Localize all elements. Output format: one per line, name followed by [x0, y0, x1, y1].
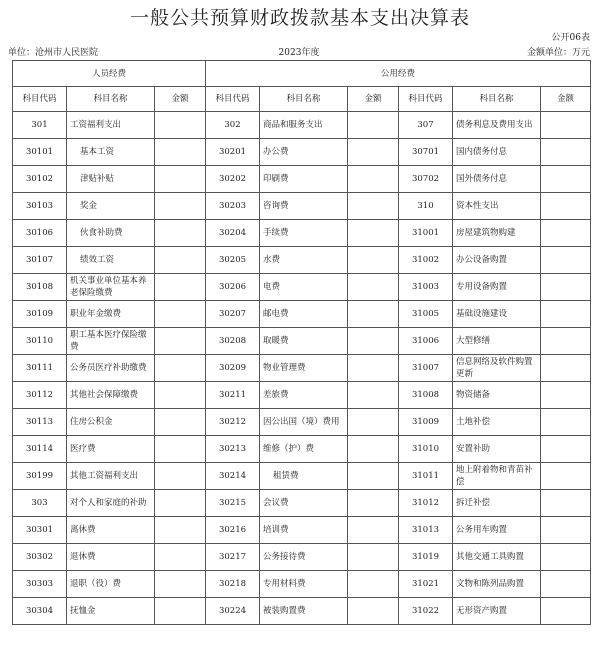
amount-cell: [541, 247, 591, 274]
subject-code-cell: 31011: [399, 463, 453, 490]
subject-name-cell: 债务利息及费用支出: [453, 112, 541, 139]
subject-code-cell: 30701: [399, 139, 453, 166]
subject-code-cell: 30101: [13, 139, 67, 166]
subject-name-cell: 文物和陈列品购置: [453, 571, 541, 598]
subject-code-cell: 30199: [13, 463, 67, 490]
subject-code-cell: 31009: [399, 409, 453, 436]
amount-cell: [155, 328, 206, 355]
money-unit-label: 金额单位：万元: [526, 48, 590, 58]
subject-code-cell: 30204: [206, 220, 260, 247]
subject-code-cell: 30218: [206, 571, 260, 598]
subject-name-cell: 其他工资福利支出: [67, 463, 155, 490]
amount-cell: [155, 355, 206, 382]
subject-name-text: 津贴补贴: [80, 174, 115, 184]
subject-code-cell: 30203: [206, 193, 260, 220]
table-row: [13, 436, 591, 463]
amount-cell: [348, 544, 399, 571]
amount-cell: [155, 490, 206, 517]
subject-name-cell: 办公设备购置: [453, 247, 541, 274]
col-header-name: 科目名称: [67, 87, 155, 112]
amount-cell: [541, 112, 591, 139]
subject-code-cell: 30211: [206, 382, 260, 409]
amount-cell: [541, 571, 591, 598]
amount-cell: [541, 436, 591, 463]
subject-name-cell: 房屋建筑物购建: [453, 220, 541, 247]
table-row: [13, 544, 591, 571]
subject-code-cell: 31002: [399, 247, 453, 274]
subject-code-cell: 307: [399, 112, 453, 139]
subject-code-cell: 30112: [13, 382, 67, 409]
col-header-amount: 金额: [541, 87, 591, 112]
amount-cell: [155, 220, 206, 247]
subject-name-cell: 会议费: [260, 490, 348, 517]
amount-cell: [541, 193, 591, 220]
amount-cell: [348, 355, 399, 382]
subject-name-cell: [67, 193, 155, 220]
subject-name-cell: 商品和服务支出: [260, 112, 348, 139]
amount-cell: [541, 355, 591, 382]
table-row: [13, 220, 591, 247]
table-row: [13, 409, 591, 436]
amount-cell: [541, 544, 591, 571]
subject-code-cell: 30111: [13, 355, 67, 382]
subject-code-cell: 31008: [399, 382, 453, 409]
subject-name-cell: 土地补偿: [453, 409, 541, 436]
amount-cell: [541, 463, 591, 490]
table-row: [13, 166, 591, 193]
subject-name-cell: 对个人和家庭的补助: [67, 490, 155, 517]
subject-code-cell: 30208: [206, 328, 260, 355]
subject-name-cell: 因公出国（境）费用: [260, 409, 348, 436]
subject-name-cell: 住房公积金: [67, 409, 155, 436]
amount-cell: [348, 598, 399, 625]
subject-name-cell: 办公费: [260, 139, 348, 166]
subject-code-cell: 31019: [399, 544, 453, 571]
amount-cell: [155, 571, 206, 598]
amount-cell: [541, 409, 591, 436]
subject-name-cell: 退职（役）费: [67, 571, 155, 598]
amount-cell: [348, 328, 399, 355]
subject-code-cell: 31010: [399, 436, 453, 463]
subject-name-cell: 物业管理费: [260, 355, 348, 382]
subject-name-cell: 医疗费: [67, 436, 155, 463]
amount-cell: [348, 247, 399, 274]
subject-name-cell: 公务接待费: [260, 544, 348, 571]
amount-cell: [348, 571, 399, 598]
subject-name-cell: 基础设施建设: [453, 301, 541, 328]
col-header-name: 科目名称: [260, 87, 348, 112]
table-row: [13, 463, 591, 490]
subject-name-cell: 大型修缮: [453, 328, 541, 355]
amount-cell: [155, 166, 206, 193]
subject-name-cell: 差旅费: [260, 382, 348, 409]
page-title: 一般公共预算财政拨款基本支出决算表: [129, 7, 470, 29]
subject-code-cell: 31007: [399, 355, 453, 382]
subject-name-cell: 邮电费: [260, 301, 348, 328]
subject-name-cell: [67, 247, 155, 274]
col-header-code: 科目代码: [13, 87, 67, 112]
subject-name-cell: 公务用车购置: [453, 517, 541, 544]
table-row: [13, 598, 591, 625]
amount-cell: [541, 166, 591, 193]
table-row: [13, 355, 591, 382]
subject-code-cell: 30205: [206, 247, 260, 274]
subject-name-cell: [260, 463, 348, 490]
amount-cell: [155, 193, 206, 220]
amount-cell: [155, 247, 206, 274]
table-row: [13, 328, 591, 355]
table-row: [13, 301, 591, 328]
subject-code-cell: 30109: [13, 301, 67, 328]
form-number: 公开06表: [551, 33, 590, 43]
subject-code-cell: 303: [13, 490, 67, 517]
subject-name-text: 基本工资: [80, 147, 115, 157]
subject-code-cell: 30702: [399, 166, 453, 193]
amount-cell: [348, 409, 399, 436]
subject-code-cell: 30301: [13, 517, 67, 544]
table-row: [13, 490, 591, 517]
table-row: [13, 139, 591, 166]
subject-code-cell: 30110: [13, 328, 67, 355]
amount-cell: [541, 328, 591, 355]
amount-cell: [541, 220, 591, 247]
amount-cell: [541, 139, 591, 166]
subject-code-cell: 30202: [206, 166, 260, 193]
subject-name-cell: 物资储备: [453, 382, 541, 409]
subject-name-cell: 退休费: [67, 544, 155, 571]
table-row: [13, 274, 591, 301]
table-meta: [8, 45, 590, 57]
subject-name-cell: 职业年金缴费: [67, 301, 155, 328]
subject-name-cell: 国内债务付息: [453, 139, 541, 166]
subject-code-cell: 30215: [206, 490, 260, 517]
subject-code-cell: 30303: [13, 571, 67, 598]
amount-cell: [348, 274, 399, 301]
subject-name-cell: 水费: [260, 247, 348, 274]
col-header-name: 科目名称: [453, 87, 541, 112]
table-row: [13, 517, 591, 544]
subject-name-cell: 电费: [260, 274, 348, 301]
amount-cell: [541, 490, 591, 517]
amount-cell: [155, 544, 206, 571]
subject-code-cell: 30304: [13, 598, 67, 625]
amount-cell: [348, 193, 399, 220]
subject-name-cell: 地上附着物和青苗补偿: [453, 463, 541, 490]
amount-cell: [155, 382, 206, 409]
amount-cell: [155, 112, 206, 139]
subject-code-cell: 301: [13, 112, 67, 139]
amount-cell: [348, 301, 399, 328]
subject-code-cell: 31022: [399, 598, 453, 625]
subject-code-cell: 30114: [13, 436, 67, 463]
subject-name-cell: 安置补助: [453, 436, 541, 463]
amount-cell: [348, 220, 399, 247]
subject-code-cell: 31001: [399, 220, 453, 247]
amount-cell: [155, 517, 206, 544]
column-header-row: [13, 87, 591, 112]
subject-code-cell: 30206: [206, 274, 260, 301]
subject-name-text: 绩效工资: [80, 255, 115, 265]
amount-cell: [348, 436, 399, 463]
subject-code-cell: 30213: [206, 436, 260, 463]
subject-name-cell: [67, 139, 155, 166]
amount-cell: [541, 517, 591, 544]
expenditure-table: [12, 60, 591, 625]
subject-name-cell: 专用材料费: [260, 571, 348, 598]
subject-code-cell: 30102: [13, 166, 67, 193]
subject-code-cell: 30108: [13, 274, 67, 301]
subject-name-cell: 离休费: [67, 517, 155, 544]
group-header-public: 公用经费: [206, 61, 591, 87]
subject-name-cell: 其他交通工具购置: [453, 544, 541, 571]
subject-code-cell: 30207: [206, 301, 260, 328]
table-row: [13, 247, 591, 274]
subject-code-cell: 31021: [399, 571, 453, 598]
unit-label: 单位：沧州市人民医院: [8, 48, 99, 58]
subject-name-cell: 咨询费: [260, 193, 348, 220]
group-header-row: [13, 61, 591, 87]
subject-code-cell: 30209: [206, 355, 260, 382]
subject-name-cell: 公务员医疗补助缴费: [67, 355, 155, 382]
amount-cell: [155, 463, 206, 490]
col-header-amount: 金额: [348, 87, 399, 112]
subject-code-cell: 31013: [399, 517, 453, 544]
subject-code-cell: 31006: [399, 328, 453, 355]
col-header-code: 科目代码: [206, 87, 260, 112]
subject-code-cell: 30217: [206, 544, 260, 571]
subject-name-cell: 手续费: [260, 220, 348, 247]
group-header-personnel: 人员经费: [13, 61, 206, 87]
table-row: [13, 193, 591, 220]
subject-code-cell: 30302: [13, 544, 67, 571]
subject-code-cell: 30106: [13, 220, 67, 247]
amount-cell: [541, 274, 591, 301]
amount-cell: [541, 598, 591, 625]
subject-name-cell: 其他社会保障缴费: [67, 382, 155, 409]
amount-cell: [348, 382, 399, 409]
subject-name-cell: 工资福利支出: [67, 112, 155, 139]
subject-code-cell: 310: [399, 193, 453, 220]
subject-code-cell: 30113: [13, 409, 67, 436]
year-label: 2023年度: [278, 48, 320, 58]
subject-name-cell: 信息网络及软件购置更新: [453, 355, 541, 382]
subject-name-cell: 印刷费: [260, 166, 348, 193]
subject-code-cell: 30107: [13, 247, 67, 274]
amount-cell: [348, 490, 399, 517]
table-row: [13, 112, 591, 139]
table-row: [13, 382, 591, 409]
subject-code-cell: 31003: [399, 274, 453, 301]
amount-cell: [348, 517, 399, 544]
amount-cell: [155, 274, 206, 301]
subject-code-cell: 30212: [206, 409, 260, 436]
subject-code-cell: 30224: [206, 598, 260, 625]
subject-name-cell: 培训费: [260, 517, 348, 544]
amount-cell: [348, 463, 399, 490]
amount-cell: [155, 139, 206, 166]
subject-name-text: 伙食补助费: [80, 228, 123, 238]
amount-cell: [541, 301, 591, 328]
amount-cell: [155, 598, 206, 625]
amount-cell: [348, 139, 399, 166]
subject-name-cell: 拆迁补偿: [453, 490, 541, 517]
subject-name-cell: 无形资产购置: [453, 598, 541, 625]
subject-name-cell: 取暖费: [260, 328, 348, 355]
subject-name-cell: 抚恤金: [67, 598, 155, 625]
amount-cell: [541, 382, 591, 409]
subject-name-cell: [67, 166, 155, 193]
subject-name-cell: 资本性支出: [453, 193, 541, 220]
amount-cell: [348, 112, 399, 139]
col-header-code: 科目代码: [399, 87, 453, 112]
subject-name-cell: 机关事业单位基本养老保险缴费: [67, 274, 155, 301]
amount-cell: [155, 436, 206, 463]
subject-name-cell: 国外债务付息: [453, 166, 541, 193]
amount-cell: [155, 409, 206, 436]
subject-name-cell: 被装购置费: [260, 598, 348, 625]
subject-name-cell: 职工基本医疗保险缴费: [67, 328, 155, 355]
subject-name-cell: [67, 220, 155, 247]
amount-cell: [155, 301, 206, 328]
subject-code-cell: 31005: [399, 301, 453, 328]
subject-name-cell: 专用设备购置: [453, 274, 541, 301]
table-row: [13, 571, 591, 598]
subject-code-cell: 31012: [399, 490, 453, 517]
subject-code-cell: 30216: [206, 517, 260, 544]
subject-code-cell: 30201: [206, 139, 260, 166]
subject-code-cell: 30103: [13, 193, 67, 220]
amount-cell: [348, 166, 399, 193]
col-header-amount: 金额: [155, 87, 206, 112]
subject-code-cell: 302: [206, 112, 260, 139]
subject-name-text: 奖金: [80, 201, 98, 211]
subject-code-cell: 30214: [206, 463, 260, 490]
subject-name-text: 租赁费: [273, 471, 299, 481]
subject-name-cell: 维修（护）费: [260, 436, 348, 463]
